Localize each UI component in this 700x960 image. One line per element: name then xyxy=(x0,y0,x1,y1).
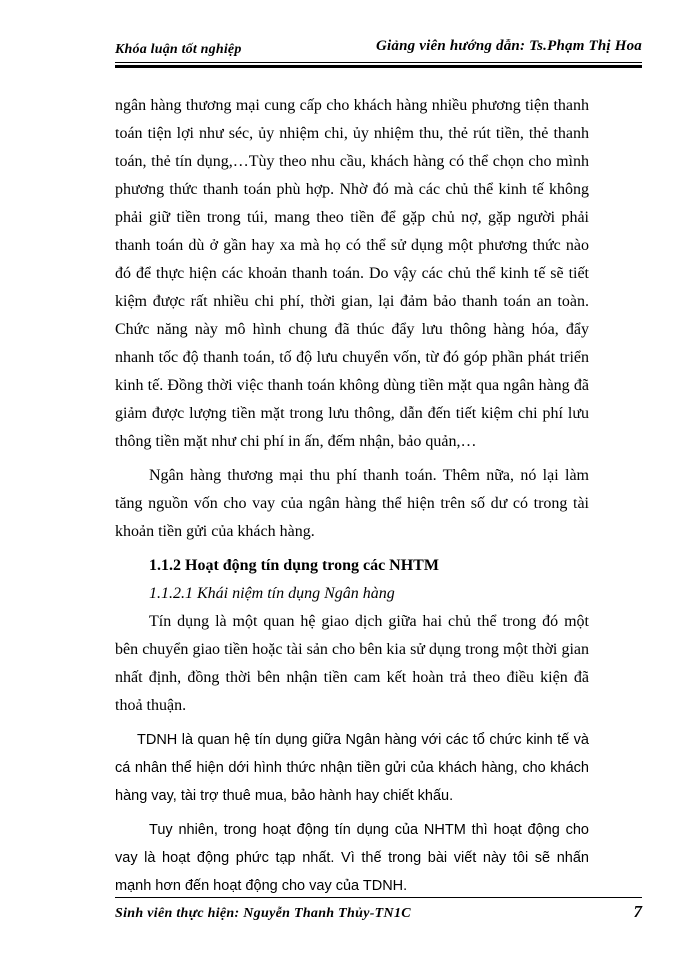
header-rule-thick xyxy=(115,65,642,68)
paragraph-lending: Tuy nhiên, trong hoạt động tín dụng của NHTM thì hoạt động cho vay là hoạt động phức tạp nhất. Vì thế trong bài viết này tôi sẽ nhấn mạnh hơn đến hoạt động cho vay của TDNH. xyxy=(115,822,589,894)
header-left-text: Khóa luận tốt nghiệp xyxy=(115,42,242,57)
page-header xyxy=(115,30,642,66)
page-number: 7 xyxy=(633,902,642,921)
paragraph-tdnh: TDNH là quan hệ tín dụng giữa Ngân hàng với các tổ chức kinh tế và cá nhân thể hiện dới hình thức nhận tiền gửi của khách hàng, cho khách hàng vay, tài trợ thuê mua, bảo hành hay chiết khấu. xyxy=(115,732,589,804)
paragraph-payment-fees: Ngân hàng thương mại thu phí thanh toán. Thêm nữa, nó lại làm tăng nguồn vốn cho vay của ngân hàng thể hiện trên số dư có trong tài khoản tiền gửi của khách hàng. xyxy=(115,467,589,540)
paragraph-credit-definition: Tín dụng là một quan hệ giao dịch giữa hai chủ thể trong đó một bên chuyển giao tiền hoặc tài sản cho bên kia sử dụng trong một thời gian nhất định, đồng thời bên nhận tiền cam kết hoàn trả theo điều kiện đã thoả thuận. xyxy=(115,613,589,714)
paragraph-payment-services: ngân hàng thương mại cung cấp cho khách hàng nhiều phương tiện thanh toán tiện lợi như séc, ủy nhiệm chi, ủy nhiệm thu, thẻ rút tiền, thẻ thanh toán, thẻ tín dụng,…Tùy theo nhu cầu, khách hàng có thể chọn cho mình phương thức thanh toán phù hợp. Nhờ đó mà các chủ thể kinh tế không phải giữ tiền trong túi, mang theo tiền để gặp chủ nợ, gặp người phải thanh toán dù ở gần hay xa mà họ có thể sử dụng một phương thức nào đó để thực hiện các khoản thanh toán. Do vậy các chủ thể kinh tế sẽ tiết kiệm được rất nhiều chi phí, thời gian, lại đảm bảo thanh toán an toàn. Chức năng này mô hình chung đã thúc đẩy lưu thông hàng hóa, đẩy nhanh tốc độ thanh toán, tố độ lưu chuyển vốn, từ đó góp phần phát triển kinh tế. Đồng thời việc thanh toán không dùng tiền mặt qua ngân hàng đã giảm được lượng tiền mặt trong lưu thông, dẫn đến tiết kiệm chi phí lưu thông tiền mặt như chi phí in ấn, đếm nhận, bảo quản,… xyxy=(115,97,589,450)
section-heading: 1.1.2 Hoạt động tín dụng trong các NHTM xyxy=(149,557,439,574)
header-right-text: Giảng viên hướng dẫn: Ts.Phạm Thị Hoa xyxy=(375,38,642,54)
footer-rule xyxy=(115,897,642,898)
footer-author: Sinh viên thực hiện: Nguyễn Thanh Thủy-TN1C xyxy=(115,906,411,921)
page-body xyxy=(115,92,589,900)
subsection-heading: 1.1.2.1 Khái niệm tín dụng Ngân hàng xyxy=(149,585,395,602)
page-footer xyxy=(115,904,642,928)
header-rule-thin xyxy=(115,62,642,63)
